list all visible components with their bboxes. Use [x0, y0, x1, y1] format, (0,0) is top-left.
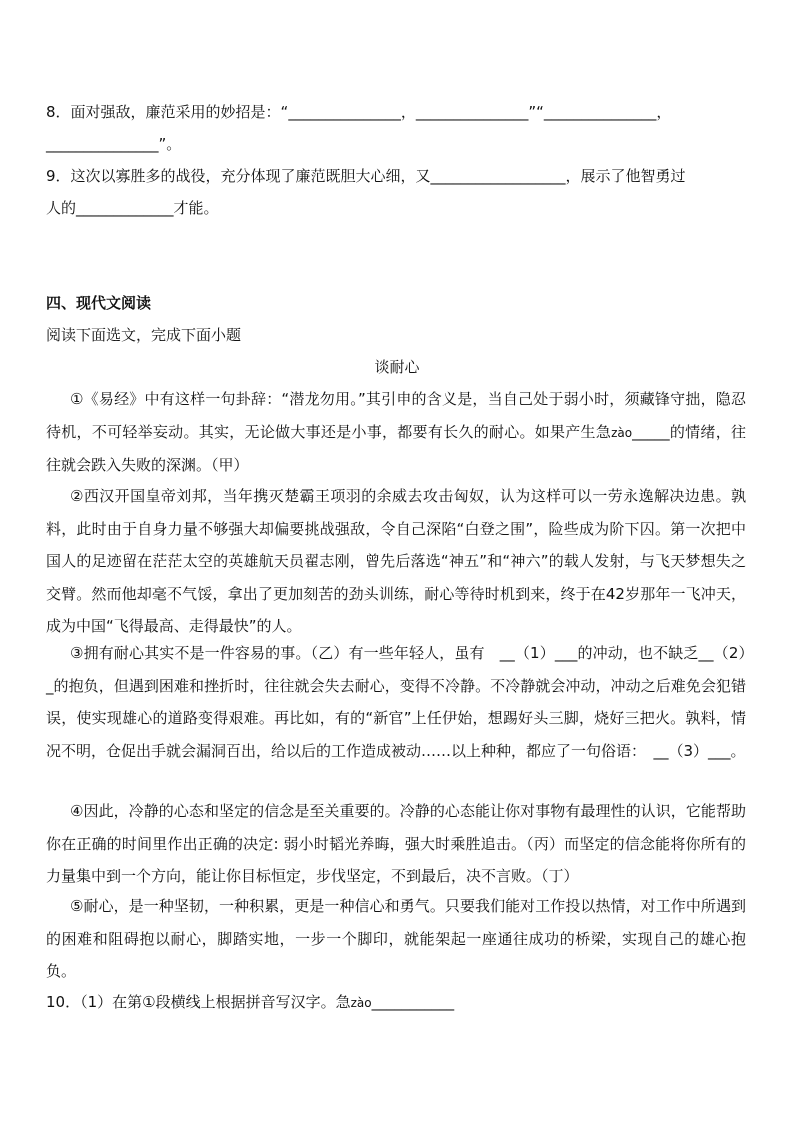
- passage-paragraph-4: ④因此，冷静的心态和坚定的信念是至关重要的。冷静的心态能让你对事物有最理性的认识，它能帮助你在正确的时间里作出正确的决定: 弱小时韬光养晦，强大时乘胜追击。（丙）而坚定的信念能将你所有的力量集中到一个方向，能让你目标恒定，步伐坚定，不到最后，决不言败。（丁）: [46, 802, 746, 885]
- question-9-line-2: 人的_____________才能。: [46, 199, 219, 217]
- passage-paragraph-3: ③拥有耐心其实不是一件容易的事。（乙）有一些年轻人，虽有 __（1）___的冲动，也不缺乏__（2）_的抱负，但遇到困难和挫折时，往往就会失去耐心，变得不冷静。不冷静就会冲动，冲动之后难免会犯错误，使实现雄心的道路变得艰难。再比如，有的“新官”上任伊始，想踢好头三脚，烧好三把火。孰料，情况不明，仓促出手就会漏洞百出，给以后的工作造成被动……以上种种，都应了一句俗语： __（3）___。: [46, 644, 746, 760]
- paragraph-1-text-b: _____的情绪，往往就会跌入失败的深渊。（甲）: [46, 422, 746, 474]
- section-heading: 四、现代文阅读: [46, 294, 152, 312]
- reading-instruction: 阅读下面选文，完成下面小题: [46, 326, 242, 344]
- question-8-line-2: _______________”。: [46, 135, 182, 153]
- question-9-line-1: 9．这次以寡胜多的战役，充分体现了廉范既胆大心细，又__________________，展示了他智勇过: [46, 167, 686, 185]
- passage-paragraph-2: ②西汉开国皇帝刘邦，当年携灭楚霸王项羽的余威去攻击匈奴，认为这样可以一劳永逸解决边患。孰料，此时由于自身力量不够强大却偏要挑战强敌，令自己深陷“白登之围”，险些成为阶下囚。第一次把中国人的足迹留在茫茫太空的英雄航天员翟志刚，曾先后落选“神五”和“神六”的载人发射，与飞天梦想失之交臂。然而他却毫不气馁，拿出了更加刻苦的劲头训练，耐心等待时机到来，终于在42岁那年一飞冲天，成为中国“飞得最高、走得最快”的人。: [46, 487, 746, 635]
- question-10-pinyin: zào: [350, 996, 372, 1010]
- question-10: [46, 992, 746, 1013]
- question-8-line-1: 8．面对强敌，廉范采用的妙招是：“_______________，_______________”“_______________，: [46, 103, 672, 121]
- question-10-answer-blank: ___________: [371, 993, 455, 1011]
- passage-paragraph-5: ⑤耐心，是一种坚韧，一种积累，更是一种信心和勇气。只要我们能对工作投以热情，对工作中所遇到的困难和阻碍抱以耐心，脚踏实地，一步一个脚印，就能架起一座通往成功的桥梁，实现自己的雄心抱负。: [46, 897, 746, 980]
- passage-paragraph-1: [46, 383, 746, 482]
- paragraph-1-pinyin: zào: [611, 425, 633, 440]
- paragraph-1-text-a: ①《易经》中有这样一句卦辞：“潜龙勿用。”其引申的含义是，当自己处于弱小时，须藏锋守拙，隐忍待机，不可轻举妄动。其实，无论做大事还是小事，都要有长久的耐心。如果产生急: [46, 390, 746, 441]
- passage-title: 谈耐心: [374, 358, 420, 376]
- question-10-text: 10．（1）在第①段横线上根据拼音写汉字。急: [46, 993, 351, 1011]
